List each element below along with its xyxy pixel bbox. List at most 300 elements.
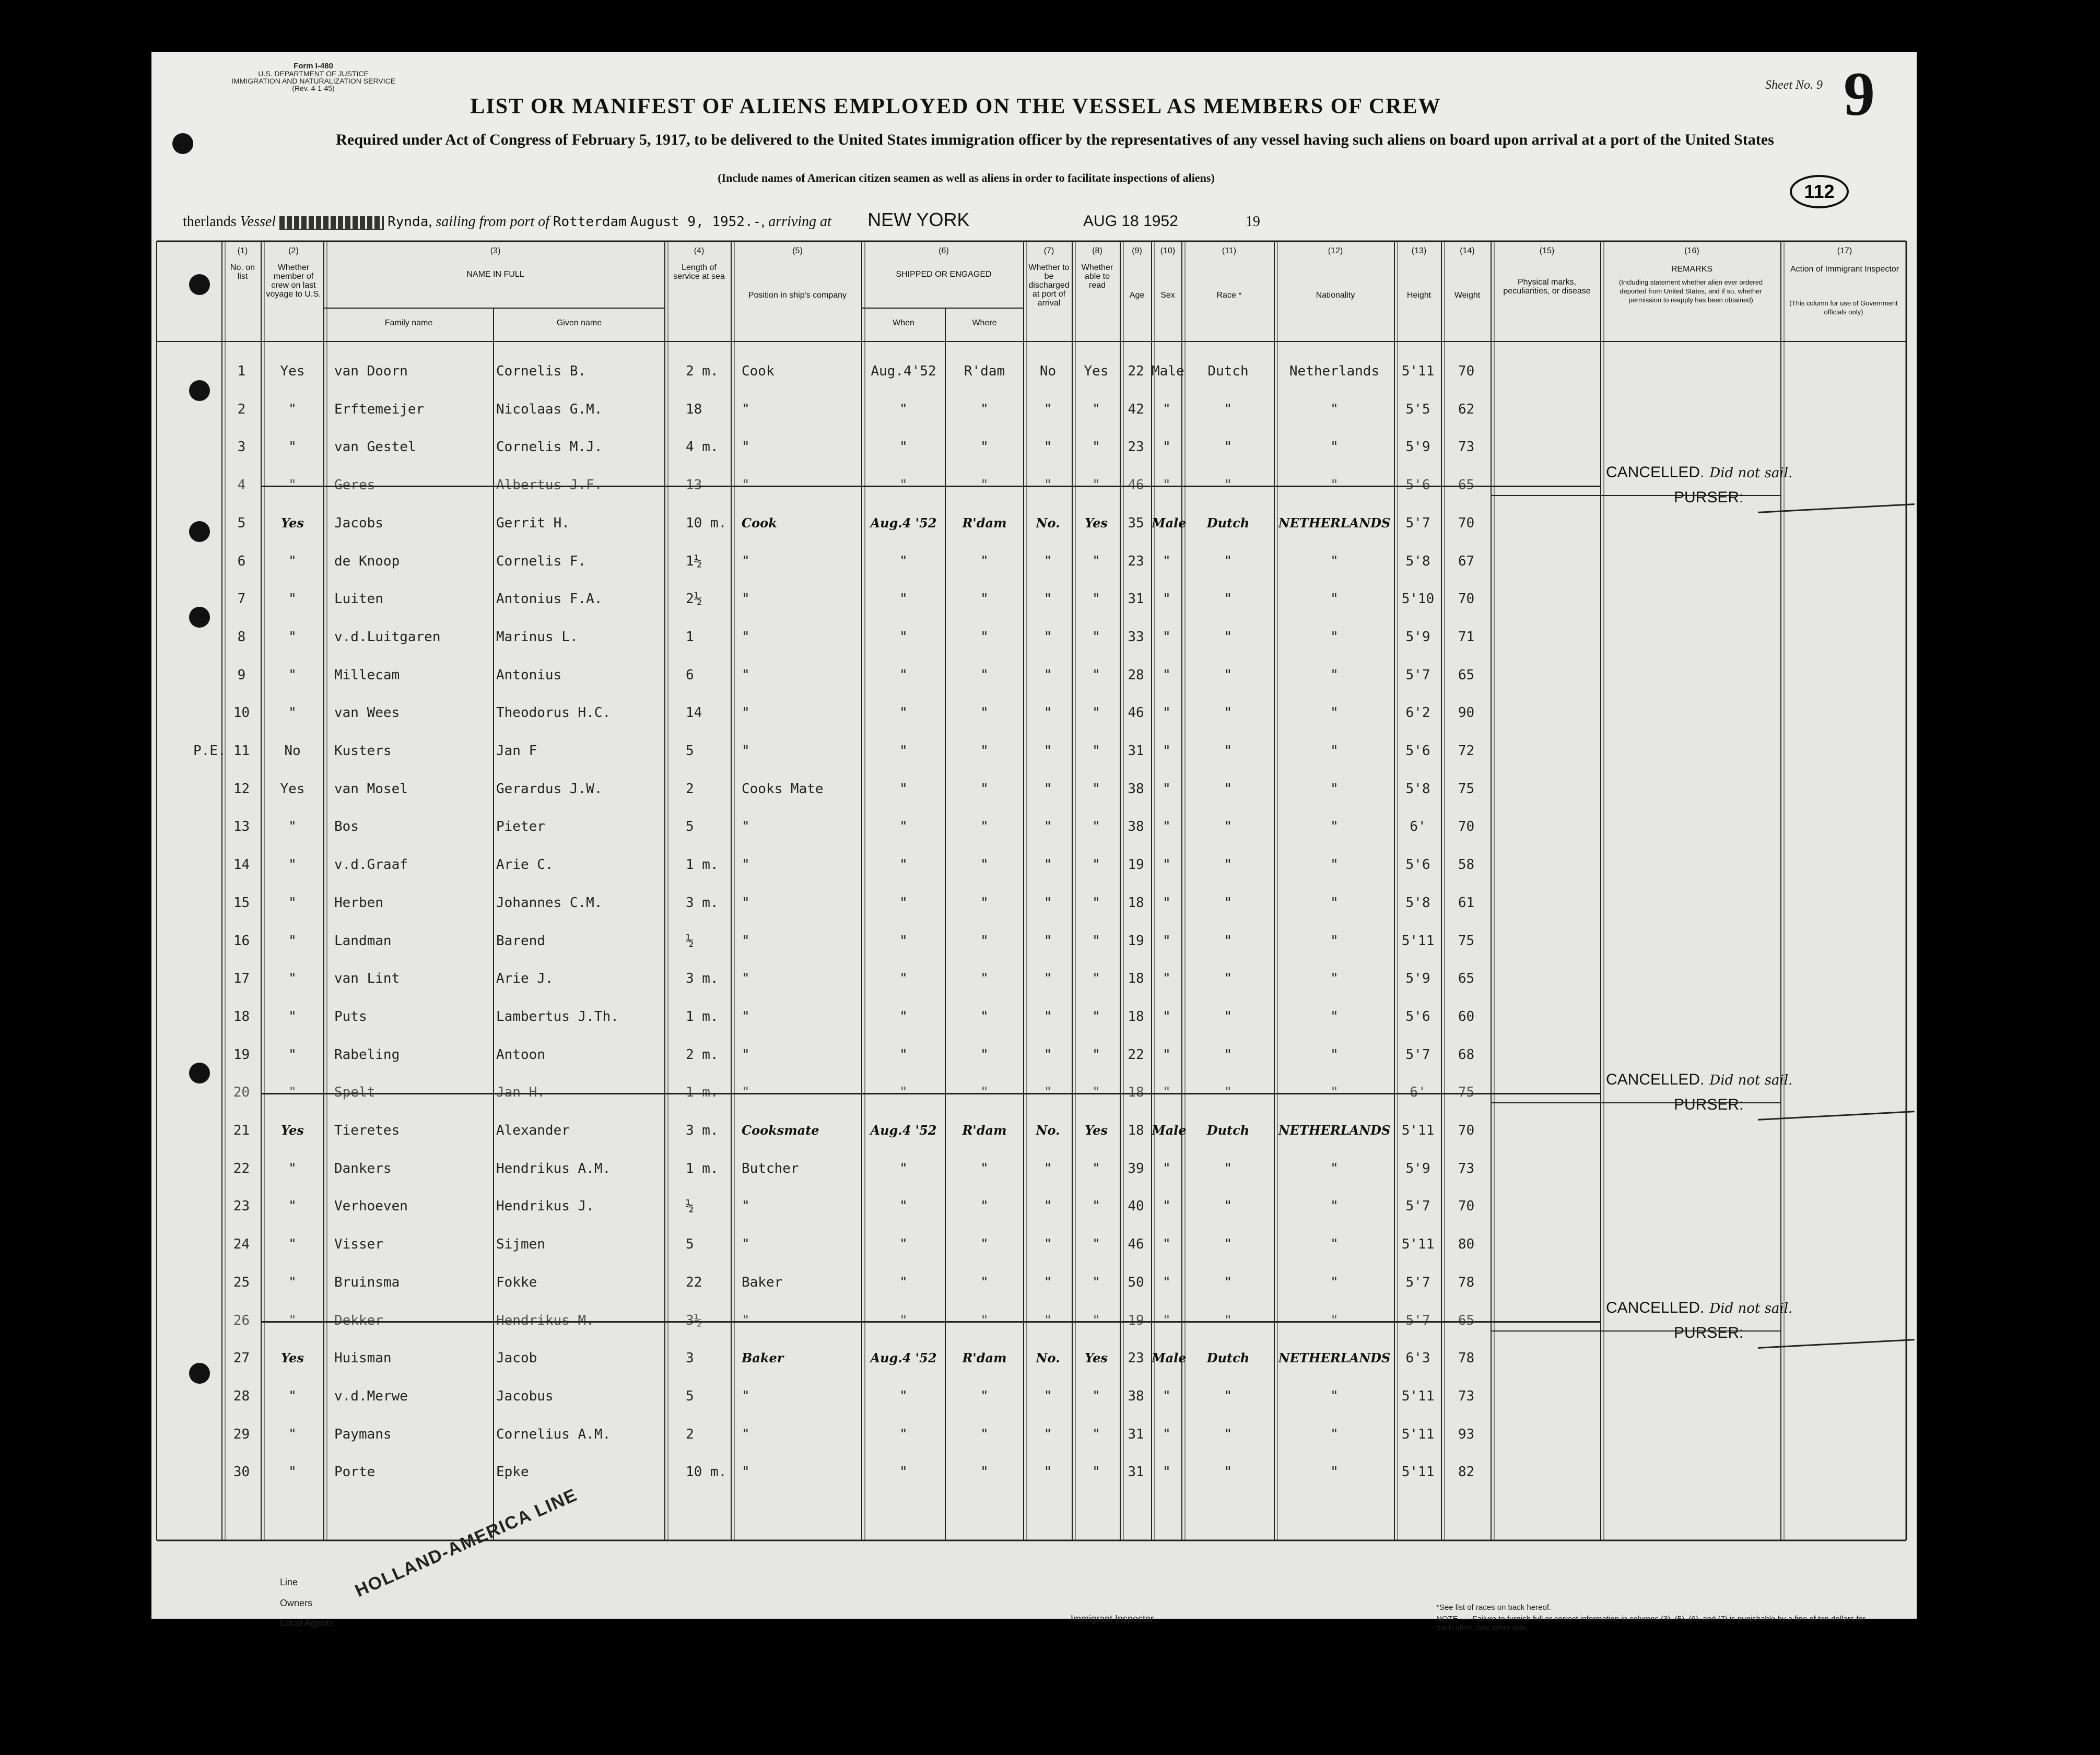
col-sex-number: (10) bbox=[1160, 246, 1176, 255]
discharged-cell: " bbox=[1043, 743, 1052, 759]
given-name-cell: Cornelis F. bbox=[496, 553, 586, 569]
when-cell: " bbox=[899, 894, 908, 911]
when-cell: " bbox=[899, 971, 908, 987]
read-cell: " bbox=[1092, 1464, 1100, 1480]
position-cell: " bbox=[742, 1085, 750, 1101]
service-cell: 5 bbox=[686, 743, 694, 759]
weight-cell: 68 bbox=[1458, 1046, 1475, 1063]
purser-label: PURSER: bbox=[1674, 1096, 1744, 1114]
col-remarks-header: REMARKS bbox=[1671, 265, 1713, 274]
when-cell: Aug.4 '52 bbox=[870, 515, 937, 531]
family-name-cell: Porte bbox=[334, 1464, 376, 1480]
remarks-rule bbox=[1491, 1102, 1781, 1103]
where-cell: " bbox=[980, 1464, 989, 1480]
weight-cell: 65 bbox=[1458, 1312, 1475, 1328]
height-cell: 5'11 bbox=[1401, 1236, 1435, 1253]
age-cell: 18 bbox=[1128, 1123, 1144, 1138]
nationality-cell: " bbox=[1330, 781, 1339, 797]
weight-cell: 75 bbox=[1458, 1085, 1475, 1101]
race-cell: " bbox=[1224, 1008, 1233, 1024]
col-service-number: (4) bbox=[694, 246, 705, 255]
nationality-cell: " bbox=[1330, 439, 1339, 455]
discharged-cell: " bbox=[1043, 629, 1052, 645]
read-cell: " bbox=[1092, 857, 1100, 873]
position-cell: " bbox=[742, 439, 750, 455]
read-cell: " bbox=[1092, 933, 1100, 949]
family-name-cell: Bos bbox=[334, 819, 359, 835]
age-cell: 39 bbox=[1128, 1160, 1144, 1176]
service-cell: 2½ bbox=[686, 591, 702, 607]
sex-cell: Male bbox=[1152, 1350, 1187, 1366]
read-cell: " bbox=[1092, 1008, 1100, 1024]
weight-cell: 70 bbox=[1458, 819, 1475, 835]
row-number: 8 bbox=[237, 629, 246, 645]
col-weight-number: (14) bbox=[1460, 246, 1475, 255]
service-cell: 2 m. bbox=[686, 363, 719, 379]
read-cell: " bbox=[1092, 477, 1100, 493]
race-cell: " bbox=[1224, 1160, 1233, 1176]
age-cell: 38 bbox=[1128, 819, 1144, 835]
where-header: Where bbox=[972, 319, 997, 327]
position-cell: " bbox=[742, 1312, 750, 1328]
position-cell: " bbox=[742, 629, 750, 645]
weight-cell: 65 bbox=[1458, 667, 1475, 683]
weight-cell: 70 bbox=[1458, 1123, 1475, 1138]
weight-cell: 71 bbox=[1458, 629, 1475, 645]
sex-cell: Male bbox=[1152, 1123, 1187, 1138]
holland-america-stamp: HOLLAND-AMERICA LINE bbox=[352, 1485, 581, 1601]
last-voyage-cell: " bbox=[288, 1236, 297, 1253]
when-cell: " bbox=[899, 781, 908, 797]
where-cell: " bbox=[980, 781, 989, 797]
age-cell: 31 bbox=[1128, 1464, 1144, 1480]
col-discharged-number: (7) bbox=[1043, 246, 1054, 255]
where-cell: " bbox=[980, 439, 989, 455]
discharged-cell: No. bbox=[1036, 1123, 1060, 1138]
nationality-cell: " bbox=[1330, 1160, 1339, 1176]
vessel-name: Rynda bbox=[388, 214, 429, 230]
given-name-cell: Jacobus bbox=[496, 1388, 554, 1404]
when-cell: " bbox=[899, 1464, 908, 1480]
service-cell: 1½ bbox=[686, 553, 702, 569]
sex-cell: " bbox=[1163, 1464, 1171, 1480]
height-cell: 5'7 bbox=[1405, 1198, 1430, 1215]
where-cell: " bbox=[980, 401, 989, 417]
row-number: 29 bbox=[233, 1426, 250, 1442]
family-name-cell: Kusters bbox=[334, 743, 392, 759]
row-number: 20 bbox=[233, 1085, 250, 1101]
age-cell: 23 bbox=[1128, 553, 1144, 569]
given-name-header: Given name bbox=[556, 319, 602, 327]
nationality-cell: " bbox=[1330, 743, 1339, 759]
given-name-cell: Hendrikus A.M. bbox=[496, 1160, 611, 1176]
service-cell: 3 m. bbox=[686, 1123, 719, 1138]
weight-cell: 65 bbox=[1458, 477, 1475, 493]
last-voyage-cell: " bbox=[288, 629, 297, 645]
service-cell: 5 bbox=[686, 1388, 694, 1404]
position-cell: Butcher bbox=[742, 1160, 799, 1176]
when-cell: " bbox=[899, 705, 908, 721]
service-cell: 14 bbox=[686, 705, 702, 721]
position-cell: Cook bbox=[742, 515, 777, 531]
family-name-cell: Spelt bbox=[334, 1085, 376, 1101]
weight-cell: 93 bbox=[1458, 1426, 1475, 1442]
weight-cell: 65 bbox=[1458, 971, 1475, 987]
age-cell: 19 bbox=[1128, 933, 1144, 949]
weight-cell: 67 bbox=[1458, 553, 1475, 569]
given-name-cell: Jan H. bbox=[496, 1085, 545, 1101]
when-cell: " bbox=[899, 1236, 908, 1253]
given-name-cell: Marinus L. bbox=[496, 629, 578, 645]
discharged-cell: " bbox=[1043, 553, 1052, 569]
height-cell: 5'8 bbox=[1405, 894, 1430, 911]
nationality-cell: " bbox=[1330, 553, 1339, 569]
family-name-cell: Verhoeven bbox=[334, 1198, 408, 1215]
pe-mark: P.E. bbox=[193, 743, 226, 759]
last-voyage-cell: Yes bbox=[280, 363, 305, 379]
read-cell: " bbox=[1092, 1160, 1100, 1176]
race-cell: " bbox=[1224, 781, 1233, 797]
where-cell: " bbox=[980, 1008, 989, 1024]
height-cell: 5'6 bbox=[1405, 477, 1430, 493]
service-cell: 5 bbox=[686, 819, 694, 835]
position-cell: " bbox=[742, 971, 750, 987]
height-cell: 5'7 bbox=[1405, 1312, 1430, 1328]
family-name-header: Family name bbox=[384, 319, 433, 327]
sex-cell: " bbox=[1163, 781, 1171, 797]
when-cell: " bbox=[899, 553, 908, 569]
discharged-cell: " bbox=[1043, 1008, 1052, 1024]
read-cell: " bbox=[1092, 1046, 1100, 1063]
family-name-cell: van Doorn bbox=[334, 363, 408, 379]
where-cell: " bbox=[980, 629, 989, 645]
discharged-cell: " bbox=[1043, 781, 1052, 797]
given-name-cell: Alexander bbox=[496, 1123, 570, 1138]
year-label: 19 bbox=[1245, 214, 1260, 230]
age-cell: 18 bbox=[1128, 1085, 1144, 1101]
when-cell: " bbox=[899, 401, 908, 417]
when-cell: " bbox=[899, 1274, 908, 1290]
when-cell: " bbox=[899, 1085, 908, 1101]
family-name-cell: Dankers bbox=[334, 1160, 392, 1176]
last-voyage-cell: " bbox=[288, 1008, 297, 1024]
race-cell: " bbox=[1224, 1236, 1233, 1253]
height-cell: 5'11 bbox=[1401, 1464, 1435, 1480]
race-cell: " bbox=[1224, 401, 1233, 417]
given-name-cell: Antoon bbox=[496, 1046, 545, 1063]
weight-cell: 60 bbox=[1458, 1008, 1475, 1024]
weight-cell: 62 bbox=[1458, 401, 1475, 417]
race-cell: Dutch bbox=[1206, 515, 1250, 531]
discharged-cell: " bbox=[1043, 1388, 1052, 1404]
position-cell: " bbox=[742, 705, 750, 721]
discharged-cell: " bbox=[1043, 971, 1052, 987]
sheet-label: Sheet No. bbox=[1765, 78, 1813, 92]
col-shipped-header: SHIPPED OR ENGAGED bbox=[896, 270, 992, 279]
service-cell: 3 m. bbox=[686, 894, 719, 911]
family-name-cell: Landman bbox=[334, 933, 392, 949]
when-cell: " bbox=[899, 439, 908, 455]
discharged-cell: " bbox=[1043, 1198, 1052, 1215]
where-cell: " bbox=[980, 1198, 989, 1215]
row-number: 17 bbox=[233, 971, 250, 987]
height-cell: 6'2 bbox=[1405, 705, 1430, 721]
height-cell: 5'8 bbox=[1405, 781, 1430, 797]
row-number: 12 bbox=[233, 781, 250, 797]
col-action-header: Action of Immigrant Inspector bbox=[1790, 265, 1899, 274]
race-cell: " bbox=[1224, 933, 1233, 949]
col-read-header: Whether able to read bbox=[1081, 263, 1113, 290]
race-cell: " bbox=[1224, 1085, 1233, 1101]
given-name-cell: Gerardus J.W. bbox=[496, 781, 603, 797]
row-number: 15 bbox=[233, 894, 250, 911]
discharged-cell: " bbox=[1043, 1160, 1052, 1176]
last-voyage-cell: " bbox=[288, 857, 297, 873]
age-cell: 38 bbox=[1128, 1388, 1144, 1404]
col-physical-number: (15) bbox=[1539, 246, 1555, 255]
row-number: 26 bbox=[233, 1312, 250, 1328]
sex-cell: " bbox=[1163, 1046, 1171, 1063]
discharged-cell: " bbox=[1043, 857, 1052, 873]
remarks-rule bbox=[1491, 1330, 1781, 1332]
discharged-cell: " bbox=[1043, 1236, 1052, 1253]
given-name-cell: Gerrit H. bbox=[496, 515, 570, 531]
weight-cell: 78 bbox=[1458, 1274, 1475, 1290]
height-cell: 5'6 bbox=[1405, 743, 1430, 759]
where-cell: " bbox=[980, 933, 989, 949]
row-number: 7 bbox=[237, 591, 246, 607]
agents-label: Local Agents bbox=[280, 1618, 334, 1628]
nationality-cell: " bbox=[1330, 857, 1339, 873]
where-cell: " bbox=[980, 1160, 989, 1176]
race-cell: " bbox=[1224, 629, 1233, 645]
age-cell: 42 bbox=[1128, 401, 1144, 417]
read-cell: " bbox=[1092, 591, 1100, 607]
row-number: 4 bbox=[237, 477, 246, 493]
nationality-cell: NETHERLANDS bbox=[1278, 515, 1391, 531]
where-cell: " bbox=[980, 894, 989, 911]
service-cell: 6 bbox=[686, 667, 694, 683]
discharged-cell: " bbox=[1043, 591, 1052, 607]
when-cell: " bbox=[899, 1160, 908, 1176]
age-cell: 22 bbox=[1128, 363, 1144, 379]
discharged-cell: " bbox=[1043, 1046, 1052, 1063]
last-voyage-cell: " bbox=[288, 1464, 297, 1480]
sheet-small-number: 9 bbox=[1816, 78, 1823, 92]
discharged-cell: " bbox=[1043, 477, 1052, 493]
family-name-cell: Geres bbox=[334, 477, 376, 493]
document-subtitle: Required under Act of Congress of February 5, 1917, to be delivered to the United States immigration officer by the representatives of any vessel having such aliens on board upon arrival at a port of the United States bbox=[336, 131, 1774, 148]
discharged-cell: " bbox=[1043, 439, 1052, 455]
last-voyage-cell: " bbox=[288, 971, 297, 987]
height-cell: 5'7 bbox=[1405, 1046, 1430, 1063]
height-cell: 5'7 bbox=[1405, 1274, 1430, 1290]
col-name-number: (3) bbox=[490, 246, 501, 255]
destination-port: NEW YORK bbox=[867, 209, 970, 230]
last-voyage-cell: " bbox=[288, 819, 297, 835]
races-note: *See list of races on back hereof. bbox=[1436, 1603, 1552, 1612]
when-cell: " bbox=[899, 743, 908, 759]
last-voyage-cell: " bbox=[288, 401, 297, 417]
when-cell: " bbox=[899, 591, 908, 607]
nationality-cell: " bbox=[1330, 1046, 1339, 1063]
service-cell: 1 bbox=[686, 629, 694, 645]
given-name-cell: Hendrikus M. bbox=[496, 1312, 594, 1328]
given-name-cell: Sijmen bbox=[496, 1236, 545, 1253]
age-cell: 35 bbox=[1128, 515, 1144, 531]
weight-cell: 70 bbox=[1458, 1198, 1475, 1215]
read-cell: " bbox=[1092, 743, 1100, 759]
nationality-cell: " bbox=[1330, 401, 1339, 417]
last-voyage-cell: " bbox=[288, 553, 297, 569]
punch-hole bbox=[189, 1063, 210, 1083]
row-number: 19 bbox=[233, 1046, 250, 1063]
discharged-cell: No. bbox=[1036, 515, 1060, 531]
row-number: 9 bbox=[237, 667, 246, 683]
position-cell: " bbox=[742, 1464, 750, 1480]
sex-cell: " bbox=[1163, 894, 1171, 911]
service-cell: 13 bbox=[686, 477, 702, 493]
family-name-cell: van Wees bbox=[334, 705, 400, 721]
sheet-stamp-number: 9 bbox=[1844, 59, 1875, 128]
nationality-cell: " bbox=[1330, 1198, 1339, 1215]
service-cell: 4 m. bbox=[686, 439, 719, 455]
row-number: 1 bbox=[237, 363, 246, 379]
cancelled-text: CANCELLED. bbox=[1606, 1071, 1705, 1089]
height-cell: 5'9 bbox=[1405, 971, 1430, 987]
where-cell: " bbox=[980, 1236, 989, 1253]
last-voyage-cell: " bbox=[288, 667, 297, 683]
age-cell: 46 bbox=[1128, 477, 1144, 493]
col-position-number: (5) bbox=[792, 246, 803, 255]
race-cell: " bbox=[1224, 705, 1233, 721]
col-position-header: Position in ship's company bbox=[748, 291, 847, 300]
race-cell: " bbox=[1224, 1464, 1233, 1480]
read-cell: " bbox=[1092, 1426, 1100, 1442]
age-cell: 18 bbox=[1128, 894, 1144, 911]
where-cell: " bbox=[980, 1046, 989, 1063]
row-number: 21 bbox=[233, 1123, 250, 1138]
last-voyage-cell: " bbox=[288, 591, 297, 607]
position-cell: " bbox=[742, 1008, 750, 1024]
position-cell: " bbox=[742, 1046, 750, 1063]
strike-through-line bbox=[261, 1093, 1601, 1094]
weight-cell: 78 bbox=[1458, 1350, 1475, 1367]
discharged-cell: " bbox=[1043, 667, 1052, 683]
vessel-prefix: therlands bbox=[183, 214, 237, 230]
row-number: 30 bbox=[233, 1464, 250, 1480]
last-voyage-cell: " bbox=[288, 1426, 297, 1442]
family-name-cell: Erftemeijer bbox=[334, 401, 425, 417]
last-voyage-cell: " bbox=[288, 894, 297, 911]
col-no-number: (1) bbox=[237, 246, 248, 255]
sex-cell: " bbox=[1163, 1160, 1171, 1176]
nationality-cell: " bbox=[1330, 629, 1339, 645]
where-cell: R'dam bbox=[962, 515, 1007, 531]
race-cell: " bbox=[1224, 477, 1233, 493]
weight-cell: 70 bbox=[1458, 591, 1475, 607]
service-cell: 3 m. bbox=[686, 971, 719, 987]
col-read-number: (8) bbox=[1092, 246, 1102, 255]
sex-cell: " bbox=[1163, 553, 1171, 569]
service-cell: 1 m. bbox=[686, 1008, 719, 1024]
read-cell: " bbox=[1092, 629, 1100, 645]
discharged-cell: " bbox=[1043, 894, 1052, 911]
race-cell: " bbox=[1224, 1046, 1233, 1063]
family-name-cell: Paymans bbox=[334, 1426, 392, 1442]
age-cell: 22 bbox=[1128, 1046, 1144, 1063]
age-cell: 46 bbox=[1128, 705, 1144, 721]
position-cell: " bbox=[742, 743, 750, 759]
position-cell: Baker bbox=[742, 1274, 783, 1290]
age-cell: 18 bbox=[1128, 971, 1144, 987]
last-voyage-cell: " bbox=[288, 933, 297, 949]
last-voyage-cell: " bbox=[288, 1312, 297, 1328]
age-cell: 50 bbox=[1128, 1274, 1144, 1290]
sex-cell: " bbox=[1163, 971, 1171, 987]
discharged-cell: " bbox=[1043, 933, 1052, 949]
family-name-cell: van Gestel bbox=[334, 439, 416, 455]
read-cell: " bbox=[1092, 705, 1100, 721]
read-cell: Yes bbox=[1085, 1350, 1108, 1366]
discharged-cell: " bbox=[1043, 401, 1052, 417]
service-cell: 2 bbox=[686, 781, 694, 797]
family-name-cell: Tieretes bbox=[334, 1123, 400, 1138]
position-cell: " bbox=[742, 819, 750, 835]
nationality-cell: " bbox=[1330, 1085, 1339, 1101]
family-name-cell: Dekker bbox=[334, 1312, 383, 1328]
family-name-cell: Puts bbox=[334, 1008, 367, 1024]
given-name-cell: Jan F bbox=[496, 743, 537, 759]
last-voyage-cell: Yes bbox=[281, 515, 304, 531]
position-cell: " bbox=[742, 1236, 750, 1253]
age-cell: 19 bbox=[1128, 1312, 1144, 1328]
read-cell: " bbox=[1092, 1388, 1100, 1404]
given-name-cell: Nicolaas G.M. bbox=[496, 401, 603, 417]
discharged-cell: " bbox=[1043, 1312, 1052, 1328]
family-name-cell: Millecam bbox=[334, 667, 400, 683]
family-name-cell: v.d.Graaf bbox=[334, 857, 408, 873]
service-cell: 1 m. bbox=[686, 1085, 719, 1101]
sex-cell: " bbox=[1163, 743, 1171, 759]
when-cell: Aug.4'52 bbox=[871, 363, 936, 379]
service-cell: ½ bbox=[686, 933, 694, 949]
race-cell: " bbox=[1224, 743, 1233, 759]
row-number: 11 bbox=[233, 743, 250, 759]
circled-number: 112 bbox=[1790, 175, 1849, 208]
age-cell: 38 bbox=[1128, 781, 1144, 797]
read-cell: " bbox=[1092, 439, 1100, 455]
row-number: 23 bbox=[233, 1198, 250, 1215]
service-cell: 18 bbox=[686, 401, 702, 417]
weight-cell: 70 bbox=[1458, 515, 1475, 531]
inspector-label: Immigrant Inspector. bbox=[1071, 1613, 1156, 1624]
when-cell: " bbox=[899, 1426, 908, 1442]
read-cell: " bbox=[1092, 667, 1100, 683]
family-name-cell: de Knoop bbox=[334, 553, 400, 569]
col-nationality-header: Nationality bbox=[1316, 291, 1355, 300]
col-race-number: (11) bbox=[1222, 246, 1237, 255]
position-cell: " bbox=[742, 401, 750, 417]
family-name-cell: Huisman bbox=[334, 1350, 392, 1367]
height-cell: 5'11 bbox=[1401, 1388, 1435, 1404]
age-cell: 46 bbox=[1128, 1236, 1144, 1253]
discharged-cell: No. bbox=[1036, 1350, 1060, 1366]
where-cell: R'dam bbox=[962, 1350, 1007, 1366]
race-cell: " bbox=[1224, 857, 1233, 873]
discharged-cell: No bbox=[1039, 363, 1057, 379]
sailing-label: sailing from port of bbox=[436, 214, 549, 230]
